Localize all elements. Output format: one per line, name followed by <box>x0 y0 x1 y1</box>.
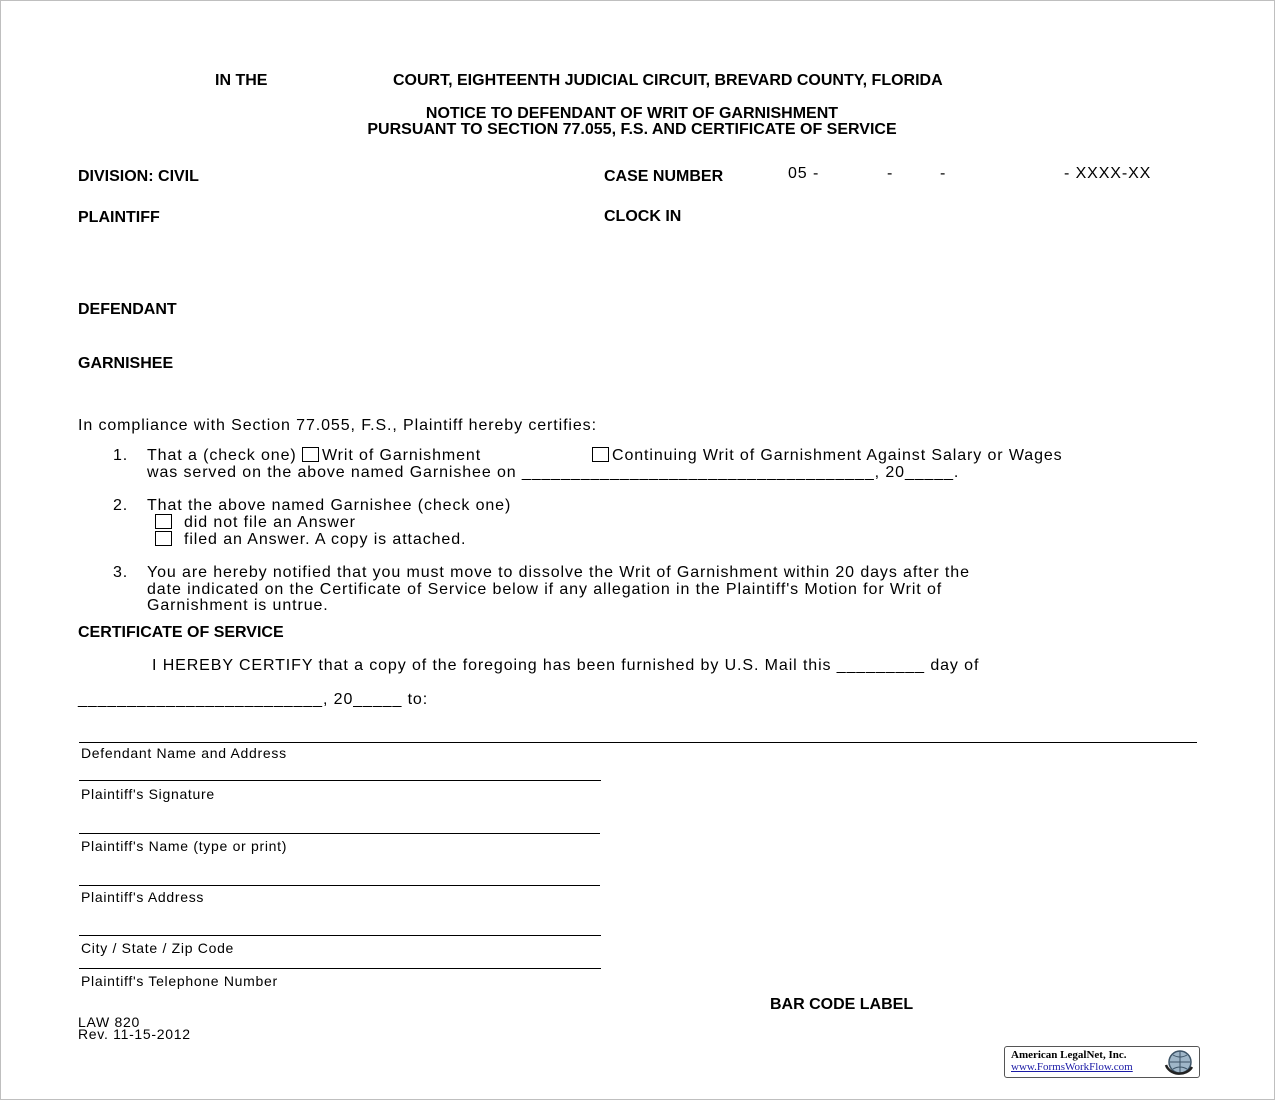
case-number-dash-2[interactable]: - <box>940 165 947 182</box>
item-1-text: That a (check one) <box>147 447 297 464</box>
item-2-text: That the above named Garnishee (check one) <box>147 497 512 514</box>
court-name: COURT, EIGHTEENTH JUDICIAL CIRCUIT, BREVARD COUNTY, FLORIDA <box>393 72 943 89</box>
case-number-prefix[interactable]: 05 - <box>788 165 820 182</box>
item-1-option-2 <box>592 447 1063 465</box>
city-state-zip-label: City / State / Zip Code <box>81 940 235 956</box>
plaintiff-phone-label: Plaintiff's Telephone Number <box>81 973 278 989</box>
document-title-line2: PURSUANT TO SECTION 77.055, F.S. AND CERTIFICATE OF SERVICE <box>367 121 897 138</box>
compliance-intro: In compliance with Section 77.055, F.S., Plaintiff hereby certifies: <box>78 417 597 434</box>
plaintiff-label: PLAINTIFF <box>78 209 160 226</box>
certificate-line-1[interactable]: I HEREBY CERTIFY that a copy of the foregoing has been furnished by U.S. Mail this _________ day of <box>152 657 980 674</box>
plaintiff-address-line[interactable] <box>79 885 600 886</box>
certificate-heading: CERTIFICATE OF SERVICE <box>78 624 284 641</box>
defendant-label: DEFENDANT <box>78 301 177 318</box>
item-1-number: 1. <box>113 447 129 464</box>
filed-answer-label: filed an Answer. A copy is attached. <box>184 531 467 548</box>
globe-icon <box>1162 1049 1196 1075</box>
certificate-line-2[interactable]: _________________________, 20_____ to: <box>78 691 429 708</box>
item-2-number: 2. <box>113 497 129 514</box>
writ-of-garnishment-checkbox[interactable] <box>302 447 319 462</box>
defendant-address-line[interactable] <box>79 742 1197 743</box>
continuing-writ-checkbox[interactable] <box>592 447 609 462</box>
item-3-line-1: You are hereby notified that you must move to dissolve the Writ of Garnishment within 20 days after the <box>147 564 970 581</box>
filed-answer-checkbox[interactable] <box>155 531 172 546</box>
plaintiff-phone-line[interactable] <box>79 968 601 969</box>
clock-in-label: CLOCK IN <box>604 208 682 225</box>
item-3-line-3: Garnishment is untrue. <box>147 597 329 614</box>
bar-code-label: BAR CODE LABEL <box>770 996 914 1013</box>
logo-website-link[interactable]: www.FormsWorkFlow.com <box>1011 1061 1133 1073</box>
plaintiff-address-label: Plaintiff's Address <box>81 889 205 905</box>
case-number-dash-1[interactable]: - <box>887 165 894 182</box>
plaintiff-name-label: Plaintiff's Name (type or print) <box>81 838 288 854</box>
form-revision: Rev. 11-15-2012 <box>78 1026 191 1042</box>
plaintiff-signature-label: Plaintiff's Signature <box>81 786 215 802</box>
did-not-file-answer-checkbox[interactable] <box>155 514 172 529</box>
writ-of-garnishment-label: Writ of Garnishment <box>321 447 482 464</box>
logo-company-name: American LegalNet, Inc. <box>1011 1049 1127 1061</box>
plaintiff-signature-line[interactable] <box>79 780 601 781</box>
form-number: LAW 820 <box>78 1014 140 1030</box>
case-number-suffix[interactable]: - XXXX-XX <box>1064 165 1152 182</box>
continuing-writ-label: Continuing Writ of Garnishment Against Salary or Wages <box>612 447 1063 464</box>
item-3-line-2: date indicated on the Certificate of Service below if any allegation in the Plaintiff's Motion for Writ of <box>147 581 943 598</box>
in-the-label: IN THE <box>215 72 268 89</box>
item-2-option-2 <box>155 531 466 549</box>
item-3-number: 3. <box>113 564 129 581</box>
item-2-option-1 <box>155 514 356 532</box>
item-1-row <box>147 447 481 465</box>
item-1-served-line[interactable]: was served on the above named Garnishee on ____________________________________, 20_____. <box>147 464 960 481</box>
defendant-name-address-label: Defendant Name and Address <box>81 745 287 761</box>
garnishee-label: GARNISHEE <box>78 355 174 372</box>
document-title-line1: NOTICE TO DEFENDANT OF WRIT OF GARNISHMENT <box>425 105 839 122</box>
case-number-label: CASE NUMBER <box>604 168 724 185</box>
plaintiff-name-line[interactable] <box>79 833 600 834</box>
division-label: DIVISION: CIVIL <box>78 168 199 185</box>
did-not-file-answer-label: did not file an Answer <box>184 514 356 531</box>
city-state-zip-line[interactable] <box>79 935 601 936</box>
american-legalnet-logo[interactable] <box>1004 1046 1200 1078</box>
